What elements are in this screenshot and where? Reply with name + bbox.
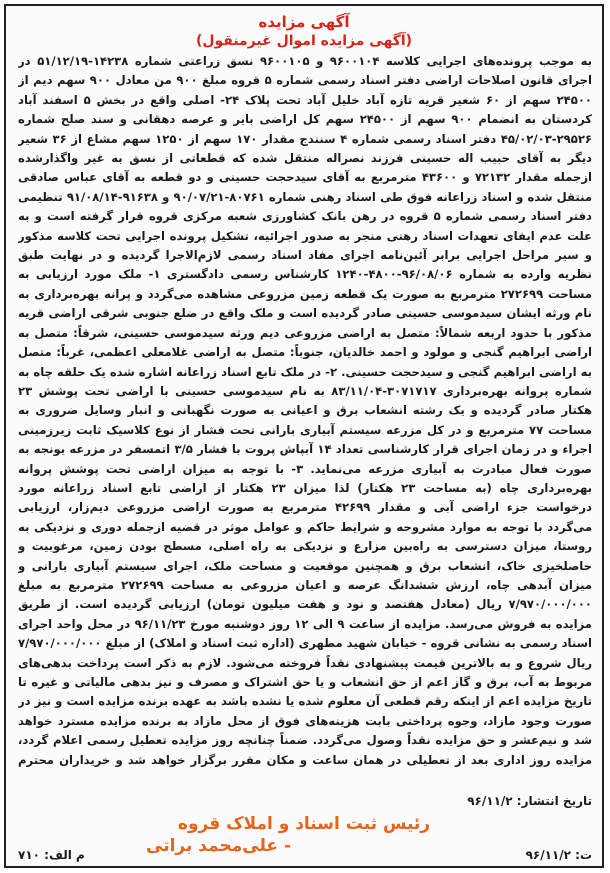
ad-code-label: م الف: [44, 848, 85, 862]
ad-code [18, 848, 85, 868]
footer-prefix-label: ت: [575, 848, 592, 862]
notice-heading [6, 12, 602, 51]
publish-date: تاریخ انتشار: ۹۶/۱۱/۲ [467, 794, 592, 808]
footer-date: ۹۶/۱۱/۲ [525, 848, 571, 862]
signature-name: - علی‌محمد براتی [146, 836, 292, 856]
notice-title: آگهی مزایده [258, 13, 350, 31]
signature-title: رئیس ثبت اسناد و املاک قروه [177, 814, 431, 834]
notice-body-paragraph: به موجب پرونده‌های اجرایی کلاسه ۹۶۰۰۱۰۴ و ۹۶۰۰۱۰۵ نسق زراعتی شماره ۱۴۲۳۸-۵۱/۱۲/۱۹ در اجرای قانون اصلاحات اراضی دفتر اسناد رسمی شماره ۵ قروه مبلغ ۹۰۰ من معادل ۹۰۰ سهم دیم از ۲۴۵۰۰ سهم از ۶۰ شعیر قریه تازه آباد خلیل آباد تحت پلاک ۲۴- اصلی واقع در بخش ۵ اسفند آباد کردستان به انضمام ۹۰۰ سهم از ۲۴۵۰۰ سهم کل اراضی بایر و عرصه دهقانی و سند صلح شماره ۲۹۵۲۶-۴۵/۰۲/۰۳ دفتر اسناد رسمی شماره ۴ سنندج مقدار ۱۷۰ سهم از ۱۲۵۰ سهم مشاع از ۳۶ شعیر دیگر به آقای حبیب اله حسینی فرزند نصراله منتقل شده که قطعاتی از نسق به غیر واگذارشده ازجمله مقدار ۷۲۱۳۲ و ۴۳۶۰۰ مترمربع به آقای سیدحجت حسینی و دو قطعه به آقای عباس صادقی منتقل شده و اسناد زراعانه فوق طی اسناد رهنی شماره ۸۰۷۶۱-۹۰/۰۷/۲۱ و ۹۱۶۳۸-۹۱/۰۸/۱۴ تنظیمی دفتر اسناد رسمی شماره ۵ قروه در رهن بانک کشاورزی شعبه مرکزی قروه قرار گرفته است و به علت عدم ایفای تعهدات اسناد رهنی منجر به صدور اجرائیه، تشکیل پرونده اجرایی تحت کلاسه مذکور و سیر مراحل اجرایی برابر آئین‌نامه اجرای مفاد اسناد رسمی لازم‌الاجرا گردیده و در نهایت طبق نظریه وارده به شماره ۹۶/۰۸/۰۶-۴۸۰۰-۱۲۴۰ کارشناس رسمی دادگستری ۱- ملک مورد ارزیابی به مساحت ۲۷۲۶۹۹ مترمربع به صورت یک قطعه زمین مزروعی مشاهده می‌گردد و پرانه بهره‌برداری به نام ورثه ایشان سیدموسی حسینی صادر گردیده است و ملک واقع در ضلع جنوبی شرقی اراضی قریه مذکور با حدود اربعه شمالاً: متصل به اراضی مزروعی دیم ورثه سیدموسی حسینی، شرقاً: متصل به اراضی ابراهیم گنجی و مولود و احمد خالدیان، جنوباً: متصل به اراضی غلامعلی اعظمی، غرباً: متصل به اراضی ابراهیم گنجی و سیدحجت حسینی. ۲- در ملک تابع اسناد زراعانه اشاره شده یک حلقه چاه به شماره پروانه بهره‌برداری ۳۰۷۱۷۱۷-۸۳/۱۱/۰۴ به نام سیدموسی حسینی با اراضی تحت پوشش ۲۳ هکتار صادر گردیده و یک رشته انشعاب برق و اعیانی به صورت نگهبانی و انبار وسایل ضروری به مساحت ۷۷ مترمربع و در کل مزرعه سیستم آبیاری بارانی تحت فشار از نوع کلاسیک ثابت زیرزمینی اجراء و در زمان اجرای قرار کارشناسی تعداد ۱۴ آبپاش پروت با فشار ۳/۵ اتمسفر در مزرعه یونجه به صورت فعال مبادرت به آبیاری مزرعه می‌نماید. ۳- با توجه به میزان اراضی تحت پوشش پروانه بهره‌برداری چاه (به مساحت ۲۳ هکتار) لذا میزان ۲۳ هکتار از اراضی تابع اسناد زراعانه مورد درخواست جزء اراضی آبی و مقدار ۴۲۶۹۹ مترمربع به صورت اراضی مزروعی دیم‌زار، ارزیابی می‌گردد با توجه به موارد مشروحه و شرایط حاکم و عوامل موثر در قضیه ازجمله دوری و نزدیکی به روستا، میزان دسترسی به راه‌بین مزارع و نزدیکی به راه اصلی، مسطح بودن زمین، مرغوبیت و حاصلخیزی خاک، انشعاب برق و همچنین موقعیت و مساحت ملک، اجرای سیستم آبیاری بارانی و میزان آبدهی چاه، ارزش ششدانگ عرصه و اعیان مزروعی به مساحت ۲۷۲۶۹۹ مترمربع به مبلغ ۷/۹۷۰/۰۰۰/۰۰۰ ریال (معادل هفتصد و نود و هفت میلیون تومان) ارزیابی گردیده است. از طریق مزایده به فروش می‌رسد. مزایده از ساعت ۹ الی ۱۲ روز دوشنبه مورخ ۹۶/۱۱/۲۳ در محل واحد اجرای اسناد رسمی به نشانی قروه - خیابان شهید مطهری (اداره ثبت اسناد و املاک) از مبلغ ۷/۹۷۰/۰۰۰/۰۰۰ ریال شروع و به بالاترین قیمت پیشنهادی نقداً فروخته می‌شود. لازم به ذکر است پرداخت بدهی‌های مربوط به آب، برق و گاز اعم از حق انشعاب و یا حق اشتراک و مصرف و نیز بدهی مالیاتی و غیره تا تاریخ مزایده اعم از اینکه رقم قطعی آن معلوم شده یا نشده باشد به عهده برنده مزایده است و نیز در صورت وجود مازاد، وجوه پرداختی بابت هزینه‌های فوق از محل مازاد به برنده مزایده مسترد خواهد شد و نیم‌عشر و حق مزایده نقداً وصول می‌گردد. ضمناً چنانچه روز مزایده تعطیل رسمی اعلام گردد، مزایده روز اداری بعد از تعطیلی در همان ساعت و مکان مقرر برگزار خواهد شد و خریداران محترم [18, 54, 592, 767]
notice-frame [4, 4, 604, 868]
notice-subtitle: (آگهی مزایده اموال غیرمنقول) [195, 33, 413, 49]
notice-body [18, 52, 592, 772]
footer-prefix [526, 848, 592, 868]
ad-code-value: ۷۱۰ [18, 848, 40, 862]
footer-row [18, 848, 592, 868]
